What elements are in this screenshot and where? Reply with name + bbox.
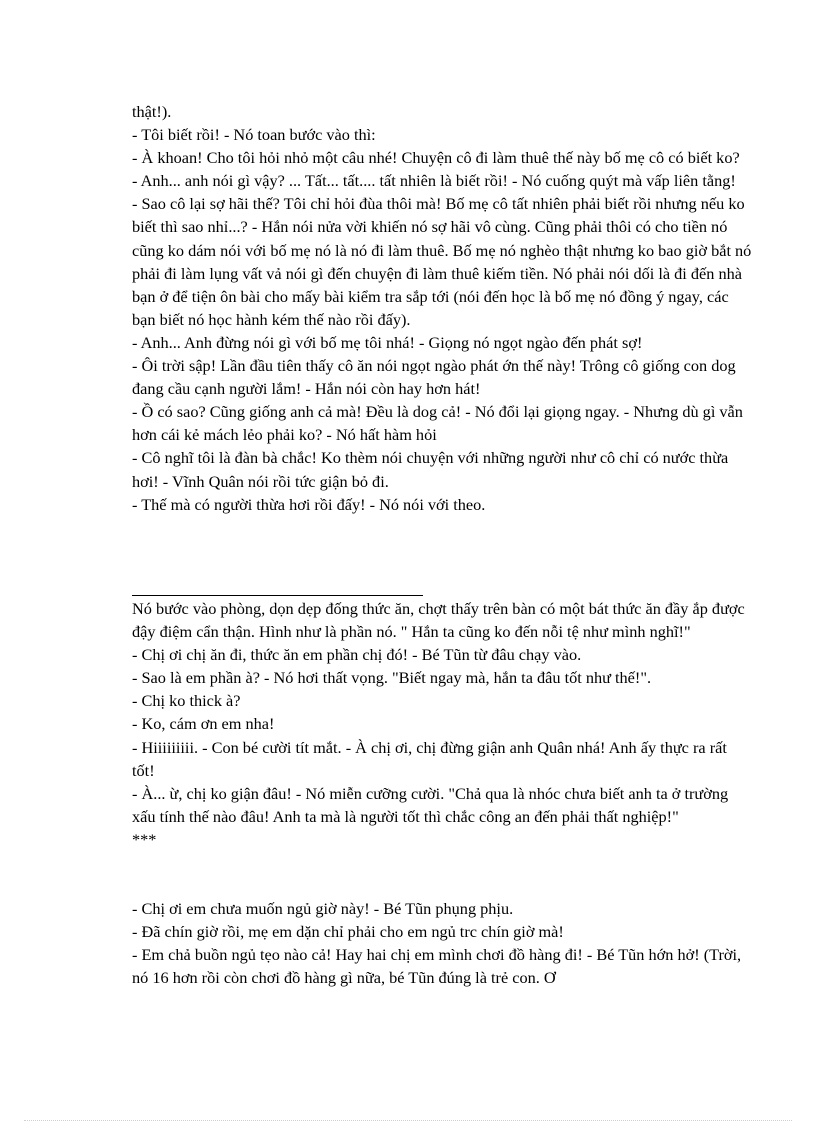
story-text-block-2: Nó bước vào phòng, dọn dẹp đống thức ăn, chợt thấy trên bàn có một bát thức ăn đầy ắp được đậy điệm cẩn thận. Hình như là phần nó. " Hắn ta cũng ko đến nỗi tệ như mình nghĩ!" - Chị ơi chị ăn đi, thức ăn em phần chị đó! - Bé Tũn từ đâu chạy vào. - Sao là em phần à? - Nó hơi thất vọng. "Biết ngay mà, hắn ta đâu tốt như thế!". - Chị ko thick à? - Ko, cám ơn em nha! - Hiiiiiiiii. - Con bé cười tít mắt. - À chị ơi, chị đừng giận anh Quân nhá! Anh ấy thực ra rất tốt! - À... ừ, chị ko giận đâu! - Nó miễn cưỡng cười. "Chả qua là nhóc chưa biết anh ta ở trường xấu tính thế nào đâu! Anh ta mà là người tốt thì chắc công an đến phải thất nghiệp!" *** bbox=[132, 599, 745, 849]
story-text-block-1: thật!). - Tôi biết rồi! - Nó toan bước vào thì: - À khoan! Cho tôi hỏi nhỏ một câu nhé! Chuyện cô đi làm thuê thế này bố mẹ cô có biết ko? - Anh... anh nói gì vậy? ... Tất... tất.... tất nhiên là biết rồi! - Nó cuống quýt mà vấp liên tằng! - Sao cô lại sợ hãi thế? Tôi chỉ hỏi đùa thôi mà! Bố mẹ cô tất nhiên phải biết rồi nhưng nếu ko biết thì sao nhỉ...? - Hắn nói nửa vời khiến nó sợ hãi vô cùng. Cũng phải thôi có cho tiền nó cũng ko dám nói với bố mẹ nó là nó đi làm thuê. Bố mẹ nó nghèo thật nhưng ko bao giờ bắt nó phải đi làm lụng vất vả nói gì đến chuyện đi làm thuê kiếm tiền. Nó phải nói dối là đi đến nhà bạn ở để tiện ôn bài cho mấy bài kiểm tra sắp tới (nói đến học là bố mẹ nó đồng ý ngay, các bạn biết nó học hành kém thế nào rồi đấy). - Anh... Anh đừng nói gì với bố mẹ tôi nhá! - Giọng nó ngọt ngào đến phát sợ! - Ôi trời sập! Lần đầu tiên thấy cô ăn nói ngọt ngào phát ớn thế này! Trông cô giống con dog đang cầu cạnh người lắm! - Hắn nói còn hay hơn hát! - Ồ có sao? Cũng giống anh cả mà! Đều là dog cả! - Nó đổi lại giọng ngay. - Nhưng dù gì vẫn hơn cái kẻ mách lẻo phải ko? - Nó hất hàm hỏi - Cô nghĩ tôi là đàn bà chắc! Ko thèm nói chuyện với những người như cô chỉ có nước thừa hơi! - Vĩnh Quân nói rồi tức giận bỏ đi. - Thế mà có người thừa hơi rồi đấy! - Nó nói với theo. bbox=[132, 102, 752, 514]
section-separator-line bbox=[132, 595, 423, 596]
page-bottom-edge bbox=[24, 1120, 792, 1121]
story-text-block-3: - Chị ơi em chưa muốn ngủ giờ này! - Bé Tũn phụng phịu. - Đã chín giờ rồi, mẹ em dặn chỉ phải cho em ngủ trc chín giờ mà! - Em chả buồn ngủ tẹo nào cả! Hay hai chị em mình chơi đồ hàng đi! - Bé Tũn hớn hở! (Trời, nó 16 hơn rồi còn chơi đồ hàng gì nữa, bé Tũn đúng là trẻ con. Ơ bbox=[132, 899, 742, 988]
